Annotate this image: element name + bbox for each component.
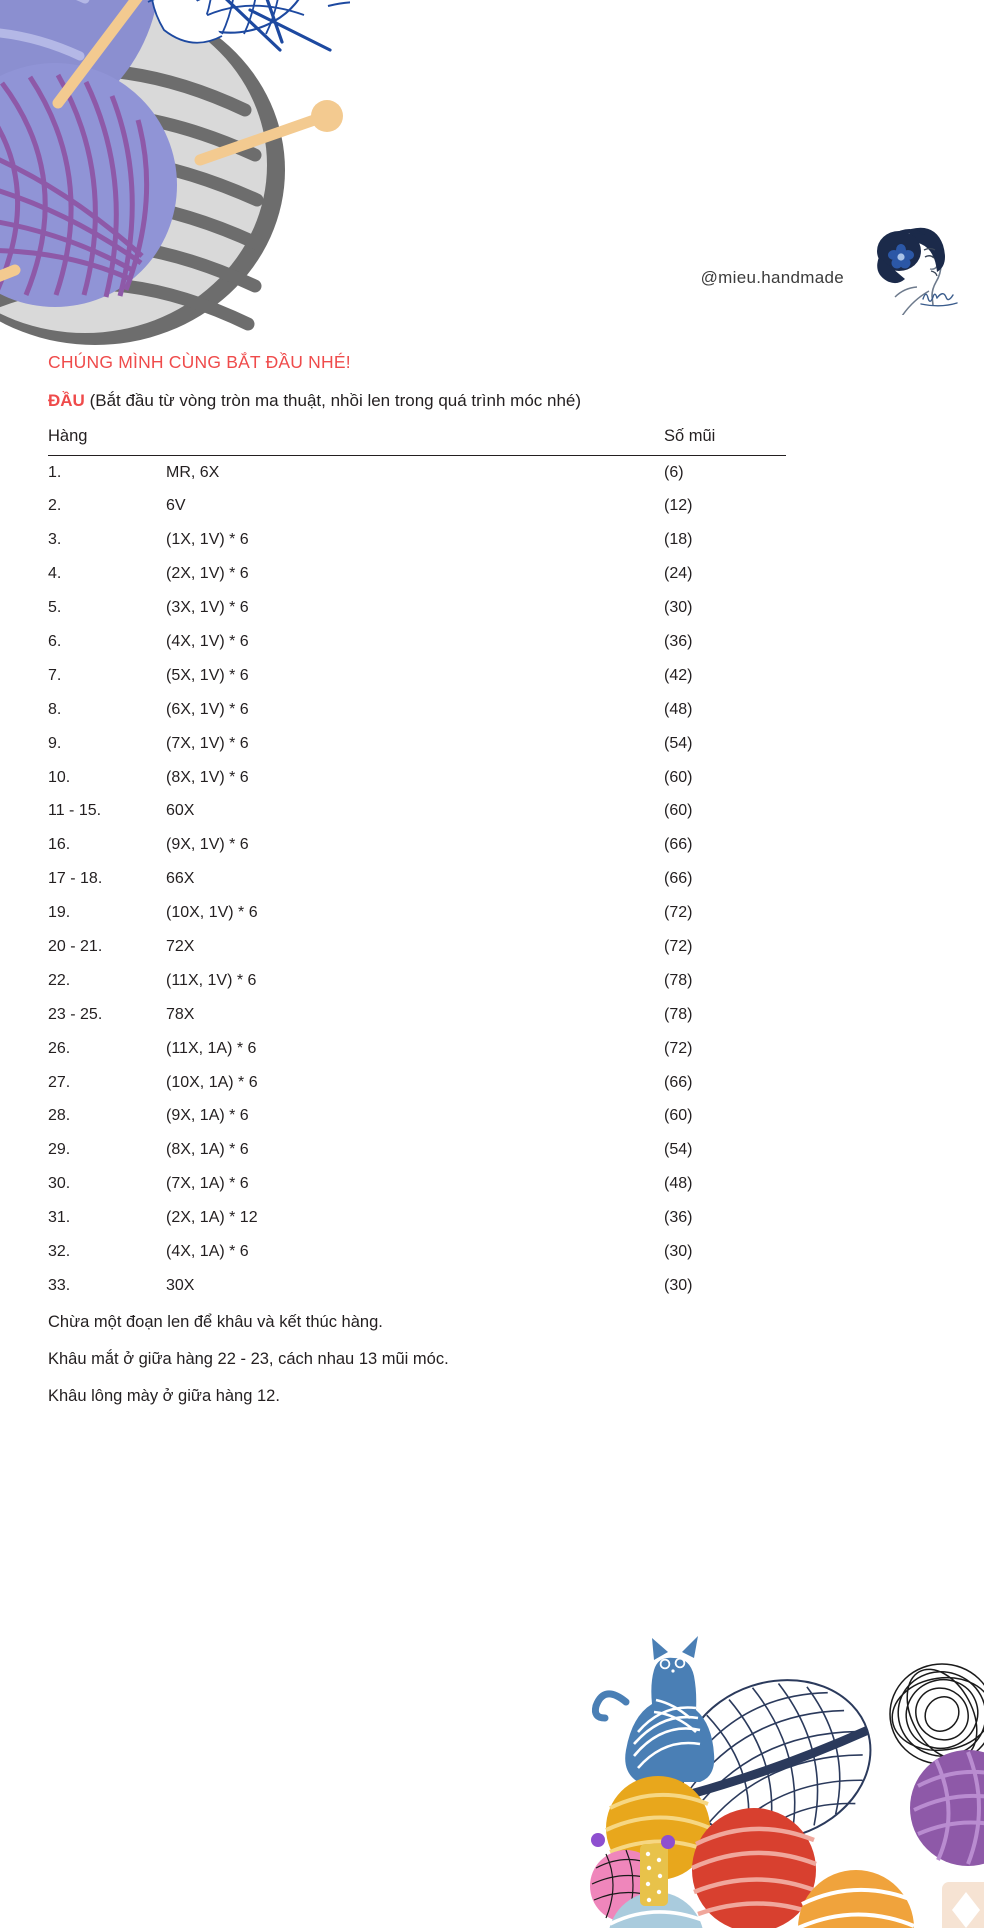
row-instruction-cell: (4X, 1A) * 6 [166,1242,249,1260]
row-stitch-count-cell: (30) [664,599,693,617]
row-instruction-cell: (9X, 1V) * 6 [166,836,249,854]
row-instruction-cell: (8X, 1V) * 6 [166,768,249,786]
brand-handle: @mieu.handmade [700,268,844,287]
table-row [48,693,786,727]
row-stitch-count-cell: (42) [664,666,693,684]
header-row-label: Hàng [48,427,166,456]
table-row [48,863,786,897]
table-row [48,1202,786,1236]
table-row [48,1100,786,1134]
table-row [48,1168,786,1202]
row-instruction-cell: (7X, 1V) * 6 [166,734,249,752]
yarn-basket-illustration [0,0,350,370]
row-number-cell: 17 - 18. [48,870,103,888]
row-stitch-count-cell: (54) [664,734,693,752]
row-number-cell: 3. [48,531,62,549]
cat-icon [595,1636,714,1782]
row-instruction-cell: 6V [166,497,186,515]
row-instruction-cell: (10X, 1A) * 6 [166,1073,258,1091]
row-instruction-cell: (10X, 1V) * 6 [166,904,258,922]
pattern-table-body [48,456,786,1304]
brand-logo-icon [861,205,966,315]
row-stitch-count-cell: (72) [664,1039,693,1057]
row-stitch-count-cell: (48) [664,700,693,718]
row-stitch-count-cell: (60) [664,802,693,820]
row-stitch-count-cell: (72) [664,937,693,955]
row-number-cell: 7. [48,666,62,684]
table-row [48,761,786,795]
row-stitch-count-cell: (66) [664,870,693,888]
row-number-cell: 6. [48,632,62,650]
row-stitch-count-cell: (54) [664,1141,693,1159]
table-row [48,897,786,931]
row-stitch-count-cell: (48) [664,1175,693,1193]
pattern-notes [48,1313,786,1406]
table-row [48,524,786,558]
table-header-row [48,427,786,456]
row-stitch-count-cell: (78) [664,971,693,989]
table-row [48,456,786,490]
note-line: Chừa một đoạn len để khâu và kết thúc hàng. [48,1313,383,1332]
pattern-table [48,427,786,1303]
row-instruction-cell: 72X [166,937,195,955]
table-row [48,829,786,863]
row-number-cell: 33. [48,1276,71,1294]
pattern-content [48,352,786,1424]
header-instruction-label [166,427,664,456]
table-row [48,659,786,693]
section-subtitle [48,391,786,411]
row-stitch-count-cell: (36) [664,1209,693,1227]
row-instruction-cell: (3X, 1V) * 6 [166,599,249,617]
row-stitch-count-cell: (24) [664,565,693,583]
row-instruction-cell: 66X [166,870,195,888]
row-stitch-count-cell: (36) [664,632,693,650]
row-number-cell: 23 - 25. [48,1005,103,1023]
bead-icon [661,1835,675,1849]
table-row [48,1269,786,1303]
row-number-cell: 5. [48,599,62,617]
row-instruction-cell: 60X [166,802,195,820]
table-row [48,1066,786,1100]
table-row [48,1032,786,1066]
row-stitch-count-cell: (60) [664,1107,693,1125]
table-row [48,625,786,659]
row-number-cell: 30. [48,1175,71,1193]
row-number-cell: 27. [48,1073,71,1091]
row-number-cell: 28. [48,1107,71,1125]
row-stitch-count-cell: (72) [664,904,693,922]
row-instruction-cell: (9X, 1A) * 6 [166,1107,249,1125]
table-row [48,1235,786,1269]
row-stitch-count-cell: (66) [664,836,693,854]
row-number-cell: 1. [48,463,62,481]
row-stitch-count-cell: (30) [664,1242,693,1260]
row-instruction-cell: (11X, 1A) * 6 [166,1039,257,1057]
table-row [48,930,786,964]
row-instruction-cell: (11X, 1V) * 6 [166,971,257,989]
table-row [48,727,786,761]
row-stitch-count-cell: (18) [664,531,693,549]
row-instruction-cell: (2X, 1V) * 6 [166,565,249,583]
row-stitch-count-cell: (30) [664,1276,693,1294]
row-number-cell: 4. [48,565,62,583]
bead-icon [591,1833,605,1847]
row-instruction-cell: 78X [166,1005,195,1023]
row-instruction-cell: (7X, 1A) * 6 [166,1175,249,1193]
row-stitch-count-cell: (78) [664,1005,693,1023]
row-number-cell: 20 - 21. [48,937,103,955]
row-number-cell: 29. [48,1141,71,1159]
row-stitch-count-cell: (60) [664,768,693,786]
row-instruction-cell: (6X, 1V) * 6 [166,700,249,718]
table-row [48,964,786,998]
table-row [48,998,786,1032]
section-label: ĐẦU [48,391,85,410]
row-number-cell: 26. [48,1039,71,1057]
row-instruction-cell: (2X, 1A) * 12 [166,1209,258,1227]
row-instruction-cell: (4X, 1V) * 6 [166,632,249,650]
cat-and-yarn-illustration [564,1628,984,1928]
table-row [48,1134,786,1168]
table-row [48,490,786,524]
table-row [48,795,786,829]
row-stitch-count-cell: (6) [664,463,684,481]
row-stitch-count-cell: (66) [664,1073,693,1091]
table-row [48,558,786,592]
row-number-cell: 32. [48,1242,71,1260]
row-number-cell: 22. [48,971,71,989]
row-instruction-cell: (5X, 1V) * 6 [166,666,249,684]
note-line: Khâu mắt ở giữa hàng 22 - 23, cách nhau 13 mũi móc. [48,1350,449,1369]
page-title: CHÚNG MÌNH CÙNG BẮT ĐẦU NHÉ! [48,352,351,372]
row-instruction-cell: 30X [166,1276,195,1294]
section-note: (Bắt đầu từ vòng tròn ma thuật, nhồi len trong quá trình móc nhé) [89,391,582,410]
row-number-cell: 31. [48,1209,71,1227]
row-number-cell: 2. [48,497,62,515]
row-instruction-cell: (8X, 1A) * 6 [166,1141,249,1159]
table-row [48,592,786,626]
row-instruction-cell: (1X, 1V) * 6 [166,531,249,549]
row-number-cell: 9. [48,734,62,752]
row-stitch-count-cell: (12) [664,497,693,515]
row-number-cell: 16. [48,836,71,854]
row-number-cell: 11 - 15. [48,802,102,820]
note-line: Khâu lông mày ở giữa hàng 12. [48,1387,280,1406]
row-number-cell: 8. [48,700,62,718]
row-instruction-cell: MR, 6X [166,463,220,481]
row-number-cell: 19. [48,904,71,922]
row-number-cell: 10. [48,768,71,786]
header-count-label: Số mũi [664,427,786,456]
